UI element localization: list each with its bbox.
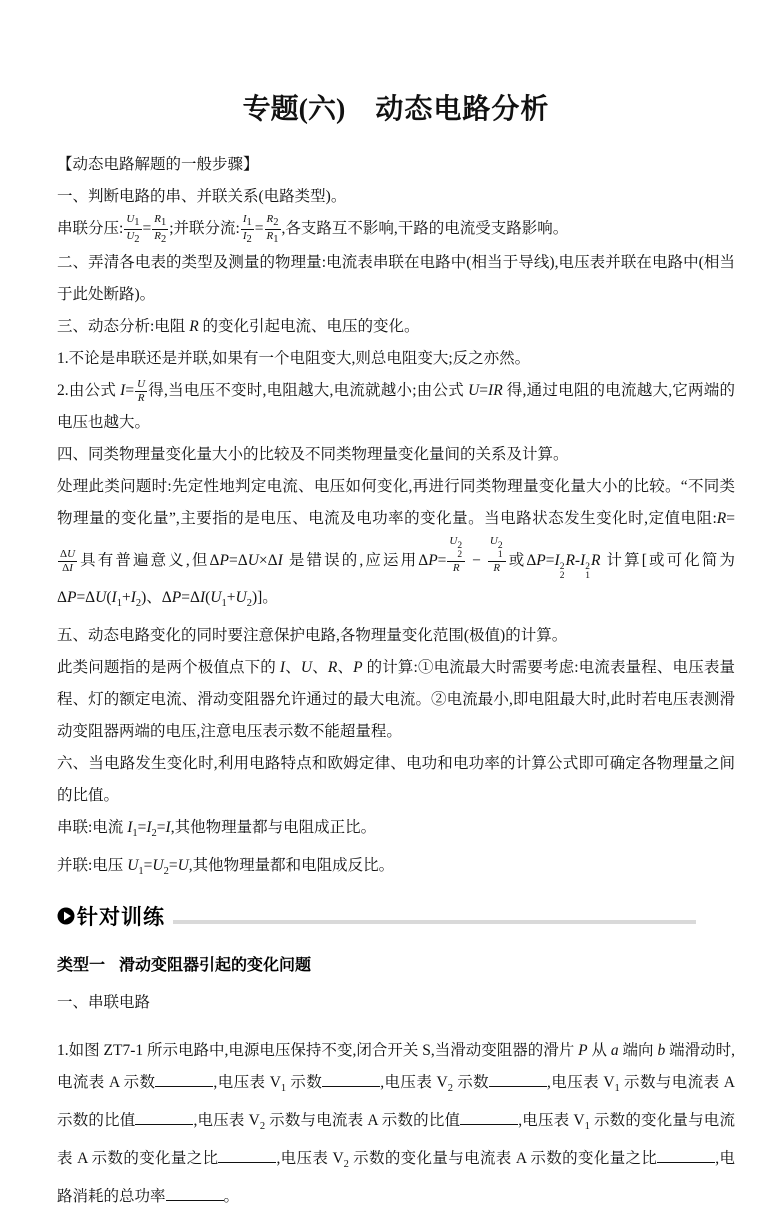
paragraph: 2.由公式 I= $\frac{U}{R}$ 得,当电压不变时,电阻越大,电流就越小;由公式 U=IR 得,通过电阻的电流越大,它两端的电压也越大。 [57, 377, 735, 431]
training-header-label: 针对训练 [77, 906, 165, 930]
paragraph: 一、判断电路的串、并联关系(电路类型)。 [57, 188, 347, 205]
paragraph: 此类问题指的是两个极值点下的 I、U、R、P 的计算:①电流最大时需要考虑:电流表量程、电压表量程、灯的额定电流、滑动变阻器允许通过的最大电流。②电流最小,即电阻最大时,此时若电压表测滑动变阻器两端的电压,注意电压表示数不能超量程。 [57, 659, 735, 741]
answer-blank [489, 1071, 547, 1087]
type-title: 滑动变阻器引起的变化问题 [119, 957, 312, 975]
page-title-part-2: 动态电路分析 [375, 93, 550, 124]
paragraph: 并联:电压 $U_1=U_2=U$,其他物理量都和电阻成反比。 [57, 857, 395, 878]
answer-blank [657, 1147, 715, 1163]
play-circle-icon [57, 907, 75, 925]
paragraph: 四、同类物理量变化量大小的比较及不同类物理量变化量间的关系及计算。 [57, 445, 569, 463]
paragraph: 六、当电路发生变化时,利用电路特点和欧姆定律、电功和电功率的计算公式即可确定各物理量之间的比值。 [57, 755, 735, 805]
answer-blank [218, 1147, 276, 1163]
page-title [57, 92, 735, 127]
answer-blank [166, 1185, 224, 1201]
paragraph: 五、动态电路变化的同时要注意保护电路,各物理量变化范围(极值)的计算。 [57, 627, 568, 645]
answer-blank [460, 1109, 518, 1125]
type-label: 类型一 [57, 957, 106, 975]
paragraph: 【动态电路解题的一般步骤】 [57, 156, 259, 173]
paragraph: 二、弄清各电表的类型及测量的物理量:电流表串联在电路中(相当于导线),电压表并联在电路中(相当于此处断路)。 [57, 253, 735, 303]
paragraph: 处理此类问题时:先定性地判定电流、电压如何变化,再进行同类物理量变化量大小的比较。“不同类物理量的变化量”,主要指的是电压、电流及电功率的变化量。当电路状态发生变化时,定值电阻:R= $\frac{\Delta U}{\Delta I}$ 具有普遍意义,但ΔP=ΔU×ΔI 是错误的,应运用ΔP= U 2 2 R − U 2 1 R 或ΔP=I 2 2 R-I 2 1 R 计算[或可化简为$\Delta P=\Delta U(I_1+I_2)$、$\Delta P=\Delta I(U_1+U_2)$]。 [57, 477, 736, 610]
paragraph: 串联分压: $\frac{U_1}{U_2}$ = $\frac{R_1}{R_2}$ ;并联分流: $\frac{I_1}{I_2}$ = $\frac{R_2}{R_1}$ ,各支路互不影响,干路的电流受支路影响。 [57, 213, 569, 246]
type-heading [57, 952, 735, 975]
paragraph: 1.不论是串联还是并联,如果有一个电阻变大,则总电阻变大;反之亦然。 [57, 349, 531, 367]
page-title-part-1: 专题(六) [242, 94, 346, 125]
training-section-header [57, 902, 735, 930]
circuit-type-label: 一、串联电路 [57, 994, 151, 1012]
paragraph: 三、动态分析:电阻 R 的变化引起电流、电压的变化。 [57, 317, 420, 335]
question-text: 1.如图 ZT7-1 所示电路中,电源电压保持不变,闭合开关 S,当滑动变阻器的滑片 P 从 a 端向 b 端滑动时,电流表 A 示数 ,电压表 $V_1$ 示数 ,电压表 $V_2$ 示数 ,电压表 $V_1$ 示数与电流表 A 示数的比值 ,电压表 $V_2$ 示数与电流表 A 示数的比值 ,电压表 $V_1$ 示数的变化量与电流表 A 示数的变化量之比 ,电压表 $V_2$ 示数的变化量与电流表 A 示数的变化量之比 ,电路消耗的总功率 。 [57, 1041, 735, 1206]
paragraph: 串联:电流 $I_1=I_2=I$,其他物理量都与电阻成正比。 [57, 819, 377, 840]
intro-paragraphs [57, 149, 735, 888]
answer-blank [155, 1071, 213, 1087]
answer-blank [135, 1109, 193, 1125]
header-rule [173, 920, 696, 924]
answer-blank [322, 1071, 380, 1087]
